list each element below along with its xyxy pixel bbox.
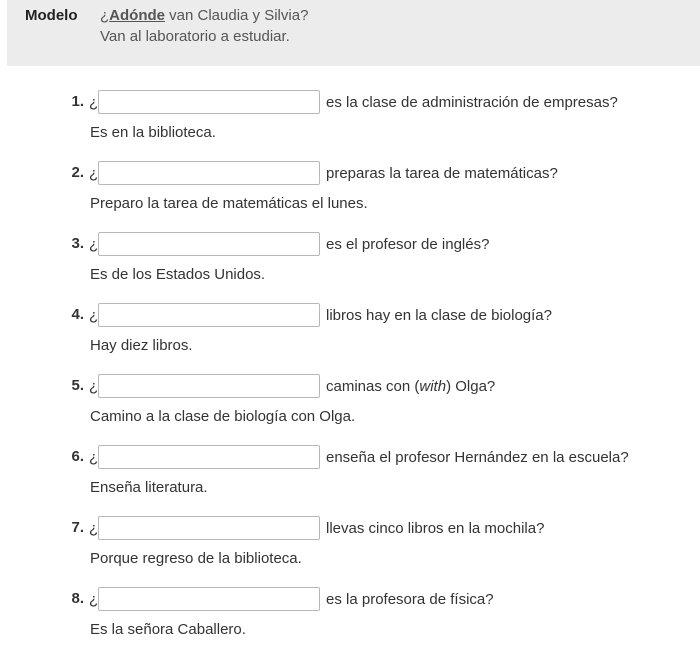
answer-input-3[interactable]	[98, 232, 320, 256]
answer-input-5[interactable]	[98, 374, 320, 398]
answer-input-6[interactable]	[98, 445, 320, 469]
exercise-item-2	[0, 163, 700, 223]
exercise-item-4	[0, 305, 700, 365]
inverted-question-mark: ¿	[89, 236, 99, 253]
exercise-item-8	[0, 589, 700, 649]
response-text: Es en la biblioteca.	[90, 124, 216, 141]
item-number: 5.	[71, 377, 84, 394]
answer-input-4[interactable]	[98, 303, 320, 327]
question-text	[326, 378, 495, 395]
question-text: es la clase de administración de empresas?	[326, 94, 618, 111]
inverted-question-mark: ¿	[89, 165, 99, 182]
exercise-item-6	[0, 447, 700, 507]
question-text-pre: caminas con (	[326, 378, 420, 395]
response-text: Hay diez libros.	[90, 337, 193, 354]
item-number: 1.	[71, 93, 84, 110]
answer-input-1[interactable]	[98, 90, 320, 114]
question-text-post: ) Olga?	[446, 378, 496, 395]
inverted-question-mark: ¿	[89, 520, 99, 537]
answer-input-2[interactable]	[98, 161, 320, 185]
answer-input-7[interactable]	[98, 516, 320, 540]
modelo-question-keyword: Adónde	[109, 7, 165, 24]
answer-input-8[interactable]	[98, 587, 320, 611]
modelo-answer: Van al laboratorio a estudiar.	[100, 28, 290, 45]
inverted-question-mark: ¿	[89, 94, 99, 111]
question-text: es la profesora de física?	[326, 591, 494, 608]
exercise-item-7	[0, 518, 700, 578]
item-number: 4.	[71, 306, 84, 323]
inverted-question-mark: ¿	[89, 307, 99, 324]
item-number: 3.	[71, 235, 84, 252]
response-text: Es de los Estados Unidos.	[90, 266, 266, 283]
modelo-question-open: ¿	[100, 7, 110, 24]
modelo-question-rest: van Claudia y Silvia?	[165, 7, 309, 24]
item-number: 7.	[71, 519, 84, 536]
exercise-item-5	[0, 376, 700, 436]
response-text: Preparo la tarea de matemáticas el lunes.	[90, 195, 368, 212]
item-number: 6.	[71, 448, 84, 465]
question-text-italic: with	[419, 378, 447, 395]
item-number: 2.	[71, 164, 84, 181]
response-text: Es la señora Caballero.	[90, 621, 246, 638]
question-text: llevas cinco libros en la mochila?	[326, 520, 545, 537]
question-text: es el profesor de inglés?	[326, 236, 490, 253]
response-text: Porque regreso de la biblioteca.	[90, 550, 302, 567]
inverted-question-mark: ¿	[89, 591, 99, 608]
response-text: Camino a la clase de biología con Olga.	[90, 408, 356, 425]
question-text: enseña el profesor Hernández en la escuela?	[326, 449, 629, 466]
exercise-item-1	[0, 92, 700, 152]
modelo-label: Modelo	[25, 7, 78, 24]
exercise-item-3	[0, 234, 700, 294]
item-number: 8.	[71, 590, 84, 607]
response-text: Enseña literatura.	[90, 479, 208, 496]
question-text: preparas la tarea de matemáticas?	[326, 165, 558, 182]
inverted-question-mark: ¿	[89, 449, 99, 466]
inverted-question-mark: ¿	[89, 378, 99, 395]
modelo-question	[100, 7, 308, 24]
question-text: libros hay en la clase de biología?	[326, 307, 552, 324]
